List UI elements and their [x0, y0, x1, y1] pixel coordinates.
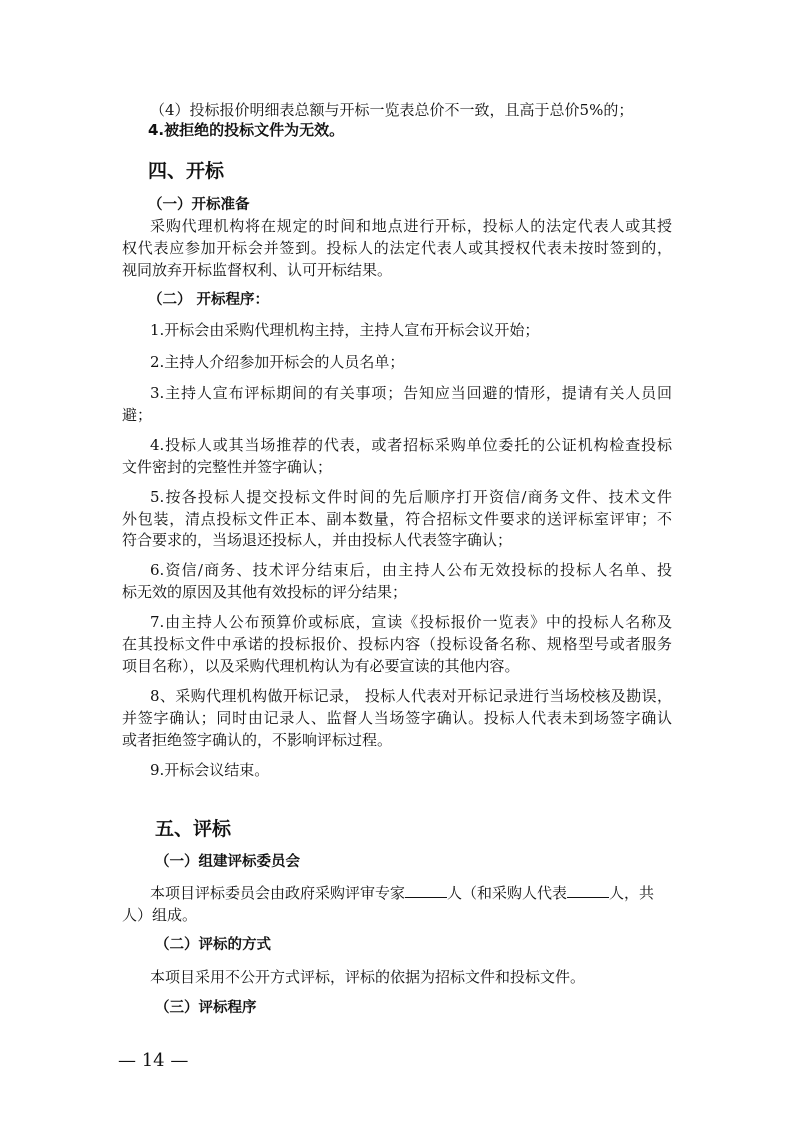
blank-purchaser-count [567, 883, 609, 898]
text-line: 标无效的原因及其他有效投标的评分结果； [122, 583, 408, 601]
text-line: 或者拒绝签字确认的，不影响评标过程。 [122, 731, 393, 749]
text-line [150, 882, 674, 904]
text-span: 人（和采购人代表 [447, 884, 568, 902]
text-line: 外包装，清点投标文件正本、副本数量，符合招标文件要求的送评标室评审；不 [122, 510, 672, 528]
text-span: 本项目评标委员会由政府采购评审专家 [150, 884, 406, 902]
text-line: 3.主持人宣布评标期间的有关事项；告知应当回避的情形，提请有关人员回 [150, 384, 672, 402]
subsection-heading: （二） 开标程序： [148, 292, 270, 308]
text-line: （4）投标报价明细表总额与开标一览表总价不一致，且高于总价5%的； [150, 101, 634, 119]
text-line: 采购代理机构将在规定的时间和地点进行开标，投标人的法定代表人或其授 [150, 217, 672, 235]
text-line: 权代表应参加开标会并签到。投标人的法定代表人或其授权代表未按时签到的， [122, 239, 672, 257]
text-line: 并签字确认；同时由记录人、监督人当场签字确认。投标人代表未到场签字确认 [122, 709, 672, 727]
text-line: 人）组成。 [122, 906, 198, 924]
text-line: 符合要求的，当场退还投标人，并由投标人代表签字确认； [122, 531, 513, 549]
subsection-heading: （一）组建评标委员会 [155, 854, 300, 870]
text-line: 项目名称），以及采购代理机构认为有必要宣读的其他内容。 [122, 657, 520, 675]
section-heading: 四、开标 [148, 160, 225, 182]
text-line: 2.主持人介绍参加开标会的人员名单； [150, 353, 405, 371]
text-line: 6.资信/商务、技术评分结束后，由主持人公布无效投标的投标人名单、投 [150, 561, 672, 579]
text-line: 在其投标文件中承诺的投标报价、投标内容（投标设备名称、规格型号或者服务 [122, 635, 672, 653]
text-line: 1.开标会由采购代理机构主持，主持人宣布开标会议开始； [150, 321, 540, 339]
text-line: 本项目采用不公开方式评标，评标的依据为招标文件和投标文件。 [150, 968, 586, 986]
text-line: 8、采购代理机构做开标记录， 投标人代表对开标记录进行当场校核及勘误， [150, 687, 672, 705]
subsection-heading: （三）评标程序 [155, 1000, 257, 1016]
text-line: 4.投标人或其当场推荐的代表，或者招标采购单位委托的公证机构检查投标 [150, 436, 672, 454]
text-line: 文件密封的完整性并签字确认； [122, 458, 333, 476]
text-line: 视同放弃开标监督权利、认可开标结果。 [122, 261, 393, 279]
blank-expert-count [405, 883, 447, 898]
text-span: 人，共 [609, 884, 655, 902]
text-line: 5.按各投标人提交投标文件时间的先后顺序打开资信/商务文件、技术文件 [150, 488, 672, 506]
page-number: — 14 — [118, 1050, 189, 1071]
text-line: 4.被拒绝的投标文件为无效。 [148, 121, 345, 139]
subsection-heading: （二）评标的方式 [155, 937, 271, 953]
section-heading: 五、评标 [155, 818, 232, 840]
text-line: 7.由主持人公布预算价或标底，宣读《投标报价一览表》中的投标人名称及 [150, 613, 672, 631]
text-line: 避； [122, 406, 153, 424]
text-line: 9.开标会议结束。 [150, 761, 270, 779]
subsection-heading: （一）开标准备 [148, 197, 250, 213]
